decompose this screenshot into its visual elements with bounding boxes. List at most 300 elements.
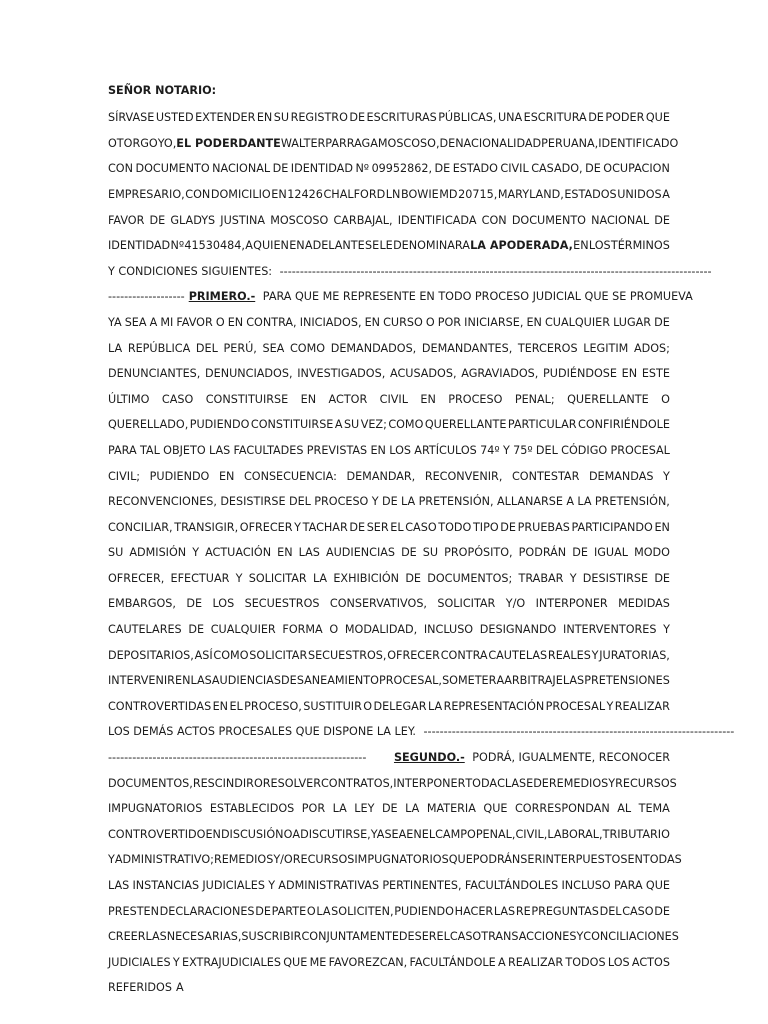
word: Y bbox=[294, 520, 302, 534]
word: EMBARGOS, bbox=[108, 597, 176, 611]
word: SU bbox=[343, 418, 360, 432]
word: EN bbox=[627, 853, 643, 867]
word: SOLICITAR bbox=[437, 597, 496, 611]
word: TRANSIGIR, bbox=[174, 520, 239, 534]
document-line bbox=[108, 950, 670, 976]
word: AUDIENCIAS bbox=[211, 674, 281, 688]
word: DE bbox=[281, 674, 297, 688]
word: EN bbox=[212, 699, 229, 713]
word: PERÚ, bbox=[223, 341, 257, 355]
word: REFERIDOS bbox=[108, 981, 172, 995]
word: LAS bbox=[298, 546, 320, 560]
word: EN bbox=[406, 827, 422, 841]
word: IDENTIFICADO bbox=[598, 136, 679, 150]
word: TODO bbox=[438, 520, 472, 534]
word: NACIONALIDAD bbox=[455, 136, 542, 150]
word: OFRECER bbox=[387, 648, 440, 662]
word: REALIZAR bbox=[507, 955, 564, 969]
word: CONCILIACIONES bbox=[583, 930, 679, 944]
word: OFRECER bbox=[239, 520, 293, 534]
word: SUSTITUIR bbox=[303, 699, 362, 713]
word: A bbox=[245, 239, 253, 253]
word: SECUESTROS, bbox=[308, 648, 387, 662]
word: EXTENDER bbox=[195, 111, 256, 125]
document-line bbox=[108, 566, 670, 592]
document-line bbox=[108, 822, 670, 848]
word: LOS bbox=[607, 955, 630, 969]
word: CIVIL, bbox=[515, 827, 548, 841]
word: DEL bbox=[599, 904, 622, 918]
word: CONCILIAR, bbox=[108, 520, 173, 534]
word: MOSCOSO bbox=[270, 213, 329, 227]
word: EN bbox=[300, 392, 317, 406]
word: ESTADOS bbox=[564, 187, 617, 201]
word: TRANSACCIONES bbox=[481, 930, 577, 944]
word: CARBAJAL, bbox=[333, 213, 393, 227]
word: ACTOR bbox=[328, 392, 368, 406]
word: CONFIRIÉNDOLE bbox=[578, 418, 670, 432]
word: DESISTIRSE bbox=[582, 571, 649, 585]
word: PRUEBAS bbox=[517, 520, 570, 534]
word: EXTRAJUDICIALES bbox=[182, 955, 281, 969]
word: DEMANDAS bbox=[588, 469, 654, 483]
word: RECURSOS bbox=[615, 776, 677, 790]
word: PÚBLICAS, bbox=[438, 111, 497, 125]
word: DEL bbox=[288, 495, 311, 509]
word: INTERVENIR bbox=[108, 674, 175, 688]
document-line bbox=[108, 361, 670, 387]
word: PUDIENDO bbox=[394, 904, 454, 918]
word: COMO bbox=[289, 341, 326, 355]
word: DE bbox=[401, 546, 417, 560]
document-line bbox=[108, 438, 670, 464]
word: PROCESAL bbox=[545, 699, 606, 713]
word: CONTRA bbox=[440, 648, 488, 662]
document-line bbox=[108, 694, 670, 720]
word: Y bbox=[576, 930, 584, 944]
word: Y bbox=[192, 546, 200, 560]
word: DENUNCIANTES, bbox=[108, 367, 201, 381]
word: IMPUGNATORIOS bbox=[108, 802, 203, 816]
word: ESCRITURA bbox=[523, 111, 587, 125]
word: JUDICIALES bbox=[202, 879, 265, 892]
word: EL bbox=[421, 827, 436, 841]
word: ME bbox=[309, 955, 327, 969]
word: SU bbox=[108, 546, 124, 560]
word: CIVIL; bbox=[108, 469, 141, 483]
word: EN bbox=[654, 520, 670, 534]
word: USTED bbox=[155, 111, 194, 125]
word: YA bbox=[108, 315, 122, 329]
word: EXHIBICIÓN bbox=[333, 571, 400, 585]
word: LOS bbox=[588, 239, 611, 253]
word: DEPOSITARIOS, bbox=[108, 648, 194, 662]
word: PROCESAL, bbox=[379, 674, 442, 688]
word: RESCINDIR bbox=[192, 776, 254, 790]
word: LEY bbox=[354, 802, 375, 816]
clause-heading: SEGUNDO.- bbox=[393, 751, 465, 765]
document-heading: SEÑOR NOTARIO: bbox=[108, 84, 217, 97]
word: ADMISIÓN bbox=[129, 546, 187, 560]
word: SÍRVASE bbox=[108, 111, 155, 125]
word: REALES bbox=[547, 648, 591, 662]
document-line bbox=[108, 745, 670, 771]
word: LABORAL, bbox=[547, 827, 603, 841]
document-line bbox=[108, 105, 670, 131]
word: QUE bbox=[645, 879, 670, 892]
word: SER bbox=[414, 930, 437, 944]
word: EN bbox=[370, 443, 386, 457]
word: Y/O bbox=[505, 597, 526, 611]
document-line bbox=[108, 796, 670, 822]
word: Y bbox=[569, 571, 577, 585]
word: LAS bbox=[562, 674, 585, 688]
word: MD bbox=[439, 187, 458, 201]
word: DE bbox=[654, 904, 670, 918]
word: LA bbox=[405, 802, 420, 816]
word: O bbox=[329, 623, 339, 637]
word: CAUTELAS bbox=[488, 648, 548, 662]
word: TIPO bbox=[472, 520, 499, 534]
word: DEMANDADOS, bbox=[330, 341, 417, 355]
document-line bbox=[108, 387, 670, 413]
word: ESTADO bbox=[452, 162, 498, 176]
word: SOLICITAR bbox=[248, 571, 307, 585]
word: QUERELLANTE bbox=[424, 418, 507, 432]
word: Y bbox=[663, 469, 670, 483]
word: EMPRESARIO, bbox=[108, 187, 185, 201]
word: PARA bbox=[613, 879, 643, 892]
word: ACTUACIÓN bbox=[205, 546, 272, 560]
word: EN bbox=[277, 546, 293, 560]
word: Y bbox=[172, 955, 180, 969]
text-segment: Y CONDICIONES SIGUIENTES: bbox=[108, 264, 276, 278]
word: CASO bbox=[449, 930, 482, 944]
word: CREERLAS bbox=[108, 930, 167, 944]
document-line bbox=[108, 156, 670, 182]
document-line bbox=[108, 540, 670, 566]
word: EN bbox=[573, 239, 589, 253]
word: PUDIÉNDOSE bbox=[543, 367, 617, 381]
document-line bbox=[108, 899, 670, 925]
word: DOCUMENTOS; bbox=[427, 571, 513, 585]
word: A bbox=[566, 495, 574, 509]
word: YO, bbox=[157, 136, 177, 150]
word: O bbox=[306, 904, 316, 918]
word: LUGAR bbox=[613, 315, 652, 329]
word: CIVIL bbox=[379, 392, 408, 406]
word: YA bbox=[370, 827, 385, 841]
word: CAMPO bbox=[435, 827, 476, 841]
word: TRIBUTARIO bbox=[602, 827, 670, 841]
word: CONJUNTAMENTE bbox=[301, 930, 399, 944]
word: CHALFORD bbox=[323, 187, 386, 201]
word: Y bbox=[371, 495, 379, 509]
word: INTERVENTORES bbox=[563, 623, 657, 637]
word: EN bbox=[420, 392, 436, 406]
word: DE bbox=[588, 111, 604, 125]
word: DE bbox=[585, 162, 601, 176]
document-line bbox=[108, 182, 670, 208]
word: CONTRATOS, bbox=[321, 776, 394, 790]
word: A bbox=[496, 674, 505, 688]
word: DE bbox=[405, 571, 421, 585]
word: MATERIA bbox=[426, 802, 476, 816]
word: LA bbox=[428, 699, 443, 713]
text-segment: PODRÁ, IGUALMENTE, RECONOCER bbox=[468, 751, 670, 765]
word: NECESARIAS, bbox=[166, 930, 242, 944]
word: POR bbox=[301, 802, 326, 816]
word: CONTROVERTIDAS bbox=[108, 699, 212, 713]
word: O bbox=[425, 315, 435, 329]
word: CASADO, bbox=[531, 162, 583, 176]
word: CASO bbox=[161, 392, 194, 406]
word: DOCUMENTO bbox=[511, 213, 586, 227]
word: Y bbox=[268, 879, 276, 892]
document-body bbox=[108, 105, 735, 1001]
word: DECLARACIONES bbox=[159, 904, 255, 918]
document-line bbox=[108, 719, 735, 745]
word: IDENTIFICADA bbox=[397, 213, 477, 227]
word: 20715, bbox=[458, 187, 498, 201]
word: PRETENSIÓN, bbox=[418, 495, 494, 509]
word: RECONVENIR, bbox=[424, 469, 503, 483]
word: PENAL; bbox=[514, 392, 555, 406]
word: POR bbox=[437, 315, 462, 329]
word: DE bbox=[272, 162, 289, 176]
word: QUIEN bbox=[253, 239, 289, 253]
word: INSTANCIAS bbox=[132, 879, 200, 892]
word: MOSCOSO, bbox=[377, 136, 440, 150]
word: ESCRITURAS bbox=[366, 111, 437, 125]
word: PROPÓSITO, bbox=[444, 546, 513, 560]
word: INTERPONER bbox=[393, 776, 466, 790]
word: LAS bbox=[208, 443, 231, 457]
word: EN bbox=[526, 315, 542, 329]
word: PROCESO, bbox=[244, 699, 302, 713]
word: DOCUMENTOS, bbox=[108, 776, 193, 790]
word: DE bbox=[398, 930, 415, 944]
word: TODA bbox=[465, 776, 498, 790]
word: EN bbox=[289, 239, 305, 253]
word: TERCEROS bbox=[517, 341, 578, 355]
word: UNA bbox=[497, 111, 523, 125]
word: Nº bbox=[170, 239, 185, 253]
word: FACULTADES bbox=[233, 443, 304, 457]
word: JUSTINA bbox=[220, 213, 266, 227]
word: DE bbox=[439, 136, 456, 150]
dash-filler: ------------------- bbox=[108, 290, 185, 304]
word: TÉRMINOS bbox=[610, 239, 670, 253]
document-line bbox=[108, 233, 670, 259]
word: GLADYS bbox=[170, 213, 216, 227]
word: DESIGNANDO bbox=[479, 623, 557, 637]
word: DE bbox=[533, 776, 549, 790]
word: JUDICIALES bbox=[108, 955, 171, 969]
word: PARRAGA bbox=[325, 136, 378, 150]
word: 12426 bbox=[287, 187, 323, 201]
word: ADOS; bbox=[633, 341, 670, 355]
word: LAS bbox=[108, 879, 130, 892]
word: EN bbox=[205, 827, 221, 841]
word: PREGUNTAS bbox=[531, 904, 599, 918]
word: ADMINISTRATIVAS bbox=[278, 879, 380, 892]
word: IDENTIDAD bbox=[108, 239, 171, 253]
word: EL bbox=[436, 930, 450, 944]
dash-filler: ---------------------------------------------------------------- bbox=[108, 751, 367, 765]
word: A bbox=[498, 955, 506, 969]
word: LEGITIM bbox=[583, 341, 629, 355]
word: TODAS bbox=[642, 853, 682, 867]
word: DESISTIRSE bbox=[220, 495, 286, 509]
word: DE bbox=[186, 597, 203, 611]
word: TEMA bbox=[638, 802, 670, 816]
word: A bbox=[175, 981, 184, 995]
word: MARYLAND, bbox=[497, 187, 564, 201]
word: CÓDIGO bbox=[561, 443, 608, 457]
document-line bbox=[108, 489, 670, 515]
word: SU bbox=[422, 546, 439, 560]
word: A bbox=[149, 315, 158, 329]
word: SOLICITEN, bbox=[331, 904, 394, 918]
word: SUSCRIBIR bbox=[241, 930, 302, 944]
word: A bbox=[292, 827, 301, 841]
word: PERTINENTES, bbox=[382, 879, 462, 892]
word: CASO bbox=[405, 520, 437, 534]
word: 41530484, bbox=[184, 239, 245, 253]
word: BOWIE bbox=[400, 187, 439, 201]
word: SEA bbox=[384, 827, 407, 841]
word: PARTICIPANDO bbox=[571, 520, 653, 534]
word: LAS bbox=[190, 674, 212, 688]
word: DE bbox=[381, 802, 398, 816]
word: Y bbox=[108, 853, 115, 867]
word: SER bbox=[366, 520, 389, 534]
word: FAVOR bbox=[108, 213, 145, 227]
word: DE bbox=[434, 162, 451, 176]
word: LA bbox=[332, 802, 347, 816]
document-line bbox=[108, 412, 670, 438]
word: PARA bbox=[108, 443, 137, 457]
word: SANEAMIENTO bbox=[296, 674, 379, 688]
word: ACTOS bbox=[631, 955, 670, 969]
word: CON bbox=[185, 187, 211, 201]
word: LA bbox=[316, 904, 331, 918]
word: SECUESTROS bbox=[244, 597, 320, 611]
dash-filler: ----------------------------------------------------------------------------- bbox=[423, 725, 735, 739]
word: CONSECUENCIA: bbox=[243, 469, 337, 483]
word: QUERELLANTE bbox=[567, 392, 649, 406]
word: ALLANARSE bbox=[496, 495, 563, 509]
word: CLASE bbox=[497, 776, 534, 790]
word: ASÍ bbox=[194, 648, 213, 662]
word: SER bbox=[520, 853, 543, 867]
word: EN bbox=[227, 315, 244, 329]
word: DE bbox=[500, 520, 516, 534]
word: LOS bbox=[212, 597, 235, 611]
word: ADMINISTRATIVO; bbox=[114, 853, 214, 867]
word: Y bbox=[608, 776, 616, 790]
word: CONTROVERTIDO bbox=[108, 827, 206, 841]
word: 75º bbox=[513, 443, 533, 457]
text-segment: PARA QUE ME REPRESENTE EN TODO PROCESO JUDICIAL QUE SE PROMUEVA bbox=[259, 290, 693, 304]
word: LE bbox=[379, 239, 393, 253]
word: LN bbox=[385, 187, 401, 201]
word: VEZ; bbox=[360, 418, 387, 432]
word: REMEDIOS bbox=[213, 853, 274, 867]
word: EN bbox=[364, 315, 381, 329]
word: LA bbox=[312, 571, 328, 585]
document-line bbox=[108, 924, 679, 950]
word: PODRÁN bbox=[518, 546, 567, 560]
word: 09952862, bbox=[371, 162, 433, 176]
document-line bbox=[108, 336, 670, 362]
document-line bbox=[108, 284, 693, 310]
word: DE bbox=[572, 546, 588, 560]
document-line bbox=[108, 771, 677, 797]
word: DE bbox=[654, 213, 670, 227]
word: ESTE bbox=[641, 367, 670, 381]
word: SOMETER bbox=[442, 674, 497, 688]
word: ACUSADOS, bbox=[390, 367, 457, 381]
word: OCUPACION bbox=[603, 162, 670, 176]
word: OTORGO bbox=[108, 136, 158, 150]
word: PARTICULAR bbox=[507, 418, 577, 432]
word: INCLUSO bbox=[561, 879, 611, 892]
word: EN bbox=[218, 469, 235, 483]
document-line bbox=[108, 873, 670, 899]
word: INTERPONER bbox=[535, 597, 608, 611]
word: COMO bbox=[213, 648, 249, 662]
document-line bbox=[108, 617, 670, 643]
word: IDENTIDAD bbox=[290, 162, 353, 176]
word: DISCUSIÓN bbox=[220, 827, 284, 841]
word: QUE bbox=[645, 111, 670, 125]
word: CONTESTAR bbox=[511, 469, 580, 483]
word: AGRAVIADOS, bbox=[461, 367, 539, 381]
word: UNIDOS bbox=[617, 187, 662, 201]
word: DISCUTIRSE, bbox=[300, 827, 371, 841]
word: DEMANDANTES, bbox=[421, 341, 513, 355]
word: DE bbox=[654, 315, 670, 329]
word: PROCESAL bbox=[610, 443, 670, 457]
word: CONSTITUIRSE bbox=[250, 418, 334, 432]
word: DE bbox=[654, 571, 670, 585]
word: DE bbox=[188, 623, 205, 637]
word: TACHAR bbox=[302, 520, 348, 534]
word: ÚLTIMO bbox=[108, 392, 150, 406]
word: MODALIDAD, bbox=[344, 623, 418, 637]
document-line bbox=[108, 208, 670, 234]
word: CURSO bbox=[383, 315, 423, 329]
word: PUDIENDO bbox=[149, 469, 210, 483]
word: CIVIL bbox=[500, 162, 529, 176]
word: MEDIDAS bbox=[618, 597, 670, 611]
word: DE bbox=[349, 111, 366, 125]
word: PARTE bbox=[271, 904, 307, 918]
word: Y bbox=[235, 571, 243, 585]
word: EN bbox=[271, 187, 287, 201]
clause-heading: PRIMERO.- bbox=[188, 290, 256, 304]
word: RECURSOS bbox=[292, 853, 355, 867]
word: CON bbox=[481, 213, 507, 227]
party-label: EL PODERDANTE bbox=[176, 136, 281, 150]
word: REGISTRO bbox=[290, 111, 348, 125]
word: HACER bbox=[454, 904, 494, 918]
word: PENAL, bbox=[475, 827, 516, 841]
word: CUALQUIER bbox=[544, 315, 611, 329]
word: IMPUGNATORIOS bbox=[354, 853, 449, 867]
